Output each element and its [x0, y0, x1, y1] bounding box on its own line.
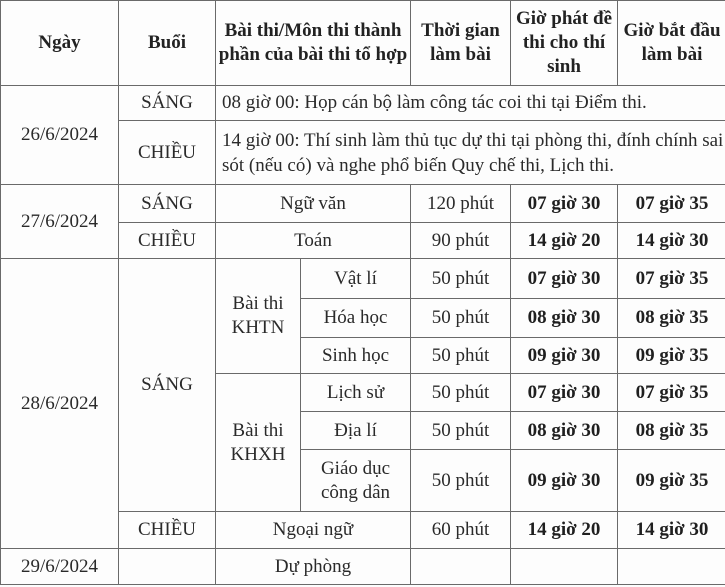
paper-release-cell: [511, 549, 618, 585]
start-time-cell: 08 giờ 35: [618, 412, 725, 450]
duration-cell: 50 phút: [411, 338, 511, 374]
table-row: [1, 86, 725, 121]
table-row: [1, 549, 725, 585]
duration-cell: 60 phút: [411, 512, 511, 549]
paper-release-cell: 07 giờ 30: [511, 374, 618, 412]
header-subject: Bài thi/Môn thi thành phần của bài thi tổ hợp: [216, 1, 411, 86]
date-cell: 28/6/2024: [1, 259, 119, 549]
start-time-cell: 07 giờ 35: [618, 259, 725, 299]
subject-cell: Lịch sử: [301, 374, 411, 412]
start-time-cell: 14 giờ 30: [618, 512, 725, 549]
note-cell: 14 giờ 00: Thí sinh làm thủ tục dự thi tại phòng thi, đính chính sai sót (nếu có) và nghe phổ biến Quy chế thi, Lịch thi.: [216, 121, 725, 185]
duration-cell: 50 phút: [411, 259, 511, 299]
header-date: Ngày: [1, 1, 119, 86]
paper-release-cell: 08 giờ 30: [511, 412, 618, 450]
subject-cell: Ngữ văn: [216, 185, 411, 223]
duration-cell: 50 phút: [411, 374, 511, 412]
duration-cell: 90 phút: [411, 223, 511, 259]
paper-release-cell: 08 giờ 30: [511, 299, 618, 338]
subject-cell: Dự phòng: [216, 549, 411, 585]
start-time-cell: 09 giờ 35: [618, 450, 725, 512]
paper-release-cell: 07 giờ 30: [511, 185, 618, 223]
paper-release-cell: 09 giờ 30: [511, 450, 618, 512]
header-start-time: Giờ bắt đầu làm bài: [618, 1, 725, 86]
header-row: [1, 1, 725, 86]
header-session: Buổi: [119, 1, 216, 86]
start-time-cell: 08 giờ 35: [618, 299, 725, 338]
start-time-cell: 07 giờ 35: [618, 374, 725, 412]
subject-cell: Giáo dục công dân: [301, 450, 411, 512]
subject-cell: Địa lí: [301, 412, 411, 450]
start-time-cell: 07 giờ 35: [618, 185, 725, 223]
group-cell-khxh: Bài thi KHXH: [216, 374, 301, 512]
start-time-cell: 09 giờ 35: [618, 338, 725, 374]
paper-release-cell: 07 giờ 30: [511, 259, 618, 299]
subject-cell: Sinh học: [301, 338, 411, 374]
duration-cell: [411, 549, 511, 585]
date-cell: 27/6/2024: [1, 185, 119, 259]
note-cell: 08 giờ 00: Họp cán bộ làm công tác coi thi tại Điểm thi.: [216, 86, 725, 121]
session-cell: SÁNG: [119, 185, 216, 223]
session-cell: SÁNG: [119, 86, 216, 121]
subject-cell: Toán: [216, 223, 411, 259]
table-row: [1, 185, 725, 223]
duration-cell: 50 phút: [411, 412, 511, 450]
duration-cell: 50 phút: [411, 299, 511, 338]
session-cell: CHIỀU: [119, 121, 216, 185]
group-cell-khtn: Bài thi KHTN: [216, 259, 301, 374]
header-paper-release: Giờ phát đề thi cho thí sinh: [511, 1, 618, 86]
start-time-cell: 14 giờ 30: [618, 223, 725, 259]
subject-cell: Ngoại ngữ: [216, 512, 411, 549]
session-cell: [119, 549, 216, 585]
subject-cell: Vật lí: [301, 259, 411, 299]
paper-release-cell: 14 giờ 20: [511, 223, 618, 259]
duration-cell: 50 phút: [411, 450, 511, 512]
session-cell: CHIỀU: [119, 223, 216, 259]
table-row: [1, 259, 725, 299]
subject-cell: Hóa học: [301, 299, 411, 338]
date-cell: 26/6/2024: [1, 86, 119, 185]
paper-release-cell: 14 giờ 20: [511, 512, 618, 549]
paper-release-cell: 09 giờ 30: [511, 338, 618, 374]
duration-cell: 120 phút: [411, 185, 511, 223]
start-time-cell: [618, 549, 725, 585]
date-cell: 29/6/2024: [1, 549, 119, 585]
header-duration: Thời gian làm bài: [411, 1, 511, 86]
session-cell: CHIỀU: [119, 512, 216, 549]
session-cell: SÁNG: [119, 259, 216, 512]
